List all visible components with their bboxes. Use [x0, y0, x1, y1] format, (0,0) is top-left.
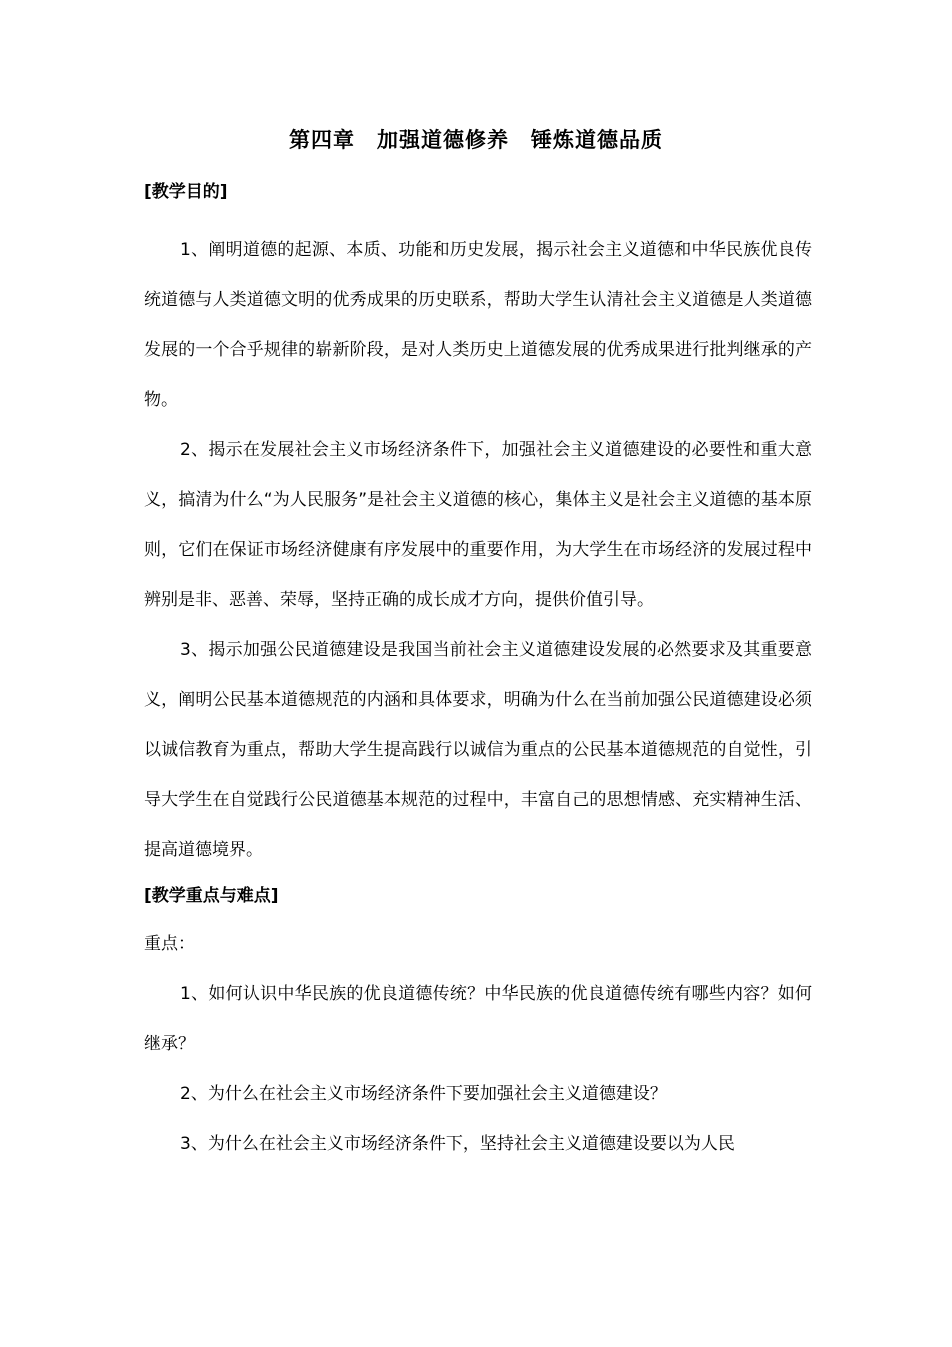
paragraph: 2、为什么在社会主义市场经济条件下要加强社会主义道德建设？	[180, 1084, 667, 1104]
section-heading-focus: [教学重点与难点]	[144, 886, 279, 906]
paragraph: 1、如何认识中华民族的优良道德传统？中华民族的优良道德传统有哪些内容？如何继承？	[144, 984, 812, 1054]
focus-label: 重点：	[144, 934, 195, 954]
section-heading-objectives: [教学目的]	[144, 182, 228, 202]
document-title: 第四章 加强道德修养 锤炼道德品质	[289, 128, 663, 152]
paragraph: 1、阐明道德的起源、本质、功能和历史发展，揭示社会主义道德和中华民族优良传统道德与人类道德文明的优秀成果的历史联系，帮助大学生认清社会主义道德是人类道德发展的一个合乎规律的崭新阶段，是对人类历史上道德发展的优秀成果进行批判继承的产物。	[144, 240, 812, 410]
paragraph: 2、揭示在发展社会主义市场经济条件下，加强社会主义道德建设的必要性和重大意义，搞清为什么“为人民服务”是社会主义道德的核心，集体主义是社会主义道德的基本原则，它们在保证市场经济健康有序发展中的重要作用，为大学生在市场经济的发展过程中辨别是非、恶善、荣辱，坚持正确的成长成才方向，提供价值引导。	[144, 440, 812, 610]
document-body	[144, 175, 812, 1169]
paragraph: 3、为什么在社会主义市场经济条件下，坚持社会主义道德建设要以为人民	[180, 1134, 735, 1154]
paragraph: 3、揭示加强公民道德建设是我国当前社会主义道德建设发展的必然要求及其重要意义，阐明公民基本道德规范的内涵和具体要求，明确为什么在当前加强公民道德建设必须以诚信教育为重点，帮助大学生提高践行以诚信为重点的公民基本道德规范的自觉性，引导大学生在自觉践行公民道德基本规范的过程中，丰富自己的思想情感、充实精神生活、提高道德境界。	[144, 640, 812, 860]
